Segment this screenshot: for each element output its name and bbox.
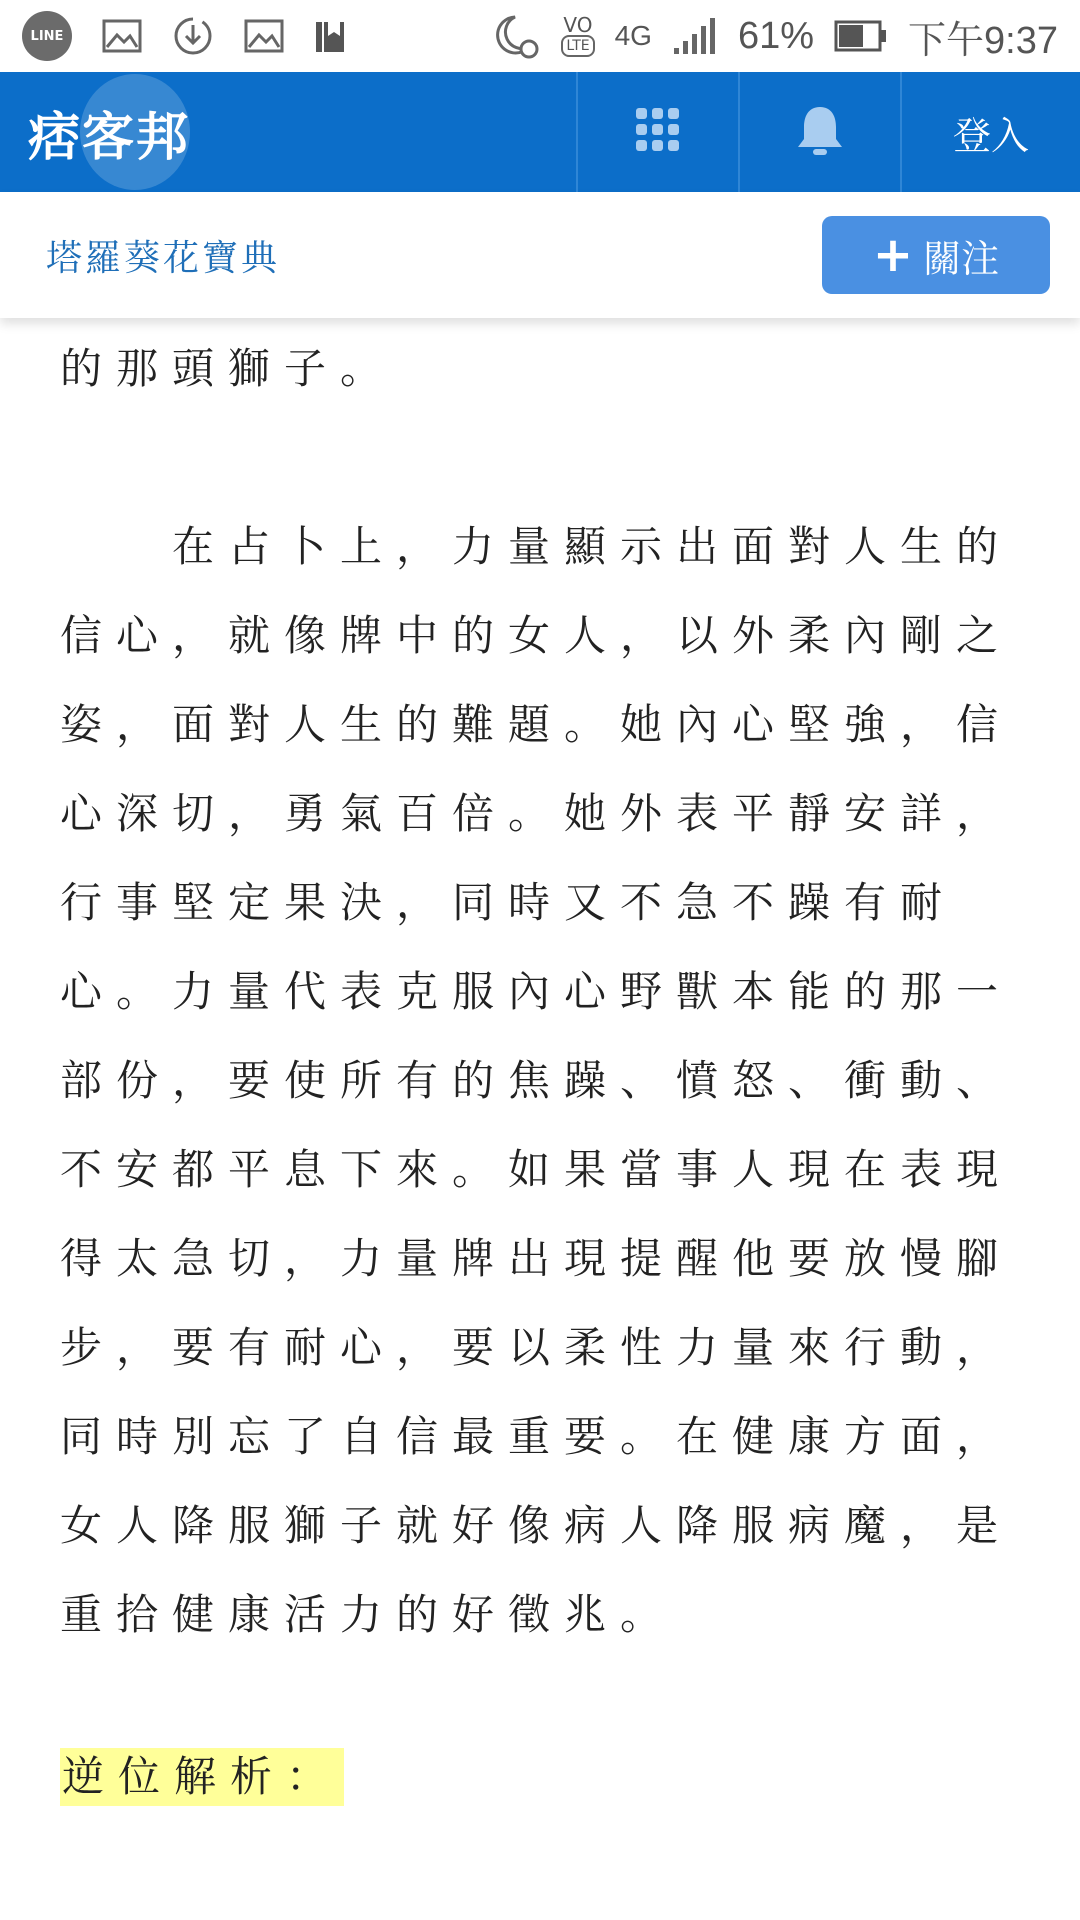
login-label: 登入 [952, 113, 1029, 158]
paragraph-main: 在占卜上，力量顯示出面對人生的信心，就像牌中的女人，以外柔內剛之姿，面對人生的難題。她內心堅強，信心深切，勇氣百倍。她外表平靜安詳，行事堅定果決，同時又不急不躁有耐心。力量代表克服內心野獸本能的那一部份，要使所有的焦躁、憤怒、衝動、不安都平息下來。如果當事人現在表現得太急切，力量牌出現提醒他要放慢腳步，要有耐心，要以柔性力量來行動，同時別忘了自信最重要。在健康方面，女人降服獅子就好像病人降服病魔，是重拾健康活力的好徵兆。 [60, 522, 1013, 1639]
blog-name[interactable]: 塔羅葵花寶典 [46, 237, 281, 279]
battery-icon [834, 20, 888, 52]
line-label: LINE [30, 28, 64, 44]
follow-label: 關注 [923, 236, 1000, 281]
follow-button[interactable] [822, 216, 1050, 294]
line-icon [22, 11, 72, 61]
bell-icon [794, 103, 846, 161]
notifications-button[interactable] [738, 72, 900, 192]
plus-icon: + [872, 227, 914, 283]
login-button[interactable] [900, 72, 1080, 192]
section-heading-reversed: 逆位解析： [60, 1748, 344, 1806]
battery-percent: 61% [737, 14, 815, 57]
article-body [60, 318, 1020, 1821]
image-icon [244, 19, 284, 53]
image-icon [102, 19, 142, 53]
volte-top: VO [563, 13, 593, 37]
volte-bottom: LTE [561, 35, 594, 57]
moon-alarm-icon [491, 13, 541, 59]
volte-icon [561, 15, 594, 57]
grid-icon [634, 106, 682, 158]
download-icon [172, 15, 214, 57]
logo-text: 痞客邦 [28, 107, 191, 168]
paragraph-tail: 的那頭獅子。 [60, 344, 397, 393]
status-right-icons [491, 9, 1058, 64]
apps-menu-button[interactable] [576, 72, 738, 192]
blog-bar [0, 192, 1080, 318]
status-bar [0, 0, 1080, 72]
signal-icon [672, 16, 718, 56]
bookmark-icon [314, 18, 346, 54]
network-type: 4G [614, 20, 652, 51]
status-left-icons [22, 11, 346, 61]
app-header [0, 72, 1080, 192]
clock: 下午9:37 [908, 19, 1058, 62]
pixnet-logo[interactable] [0, 72, 576, 192]
